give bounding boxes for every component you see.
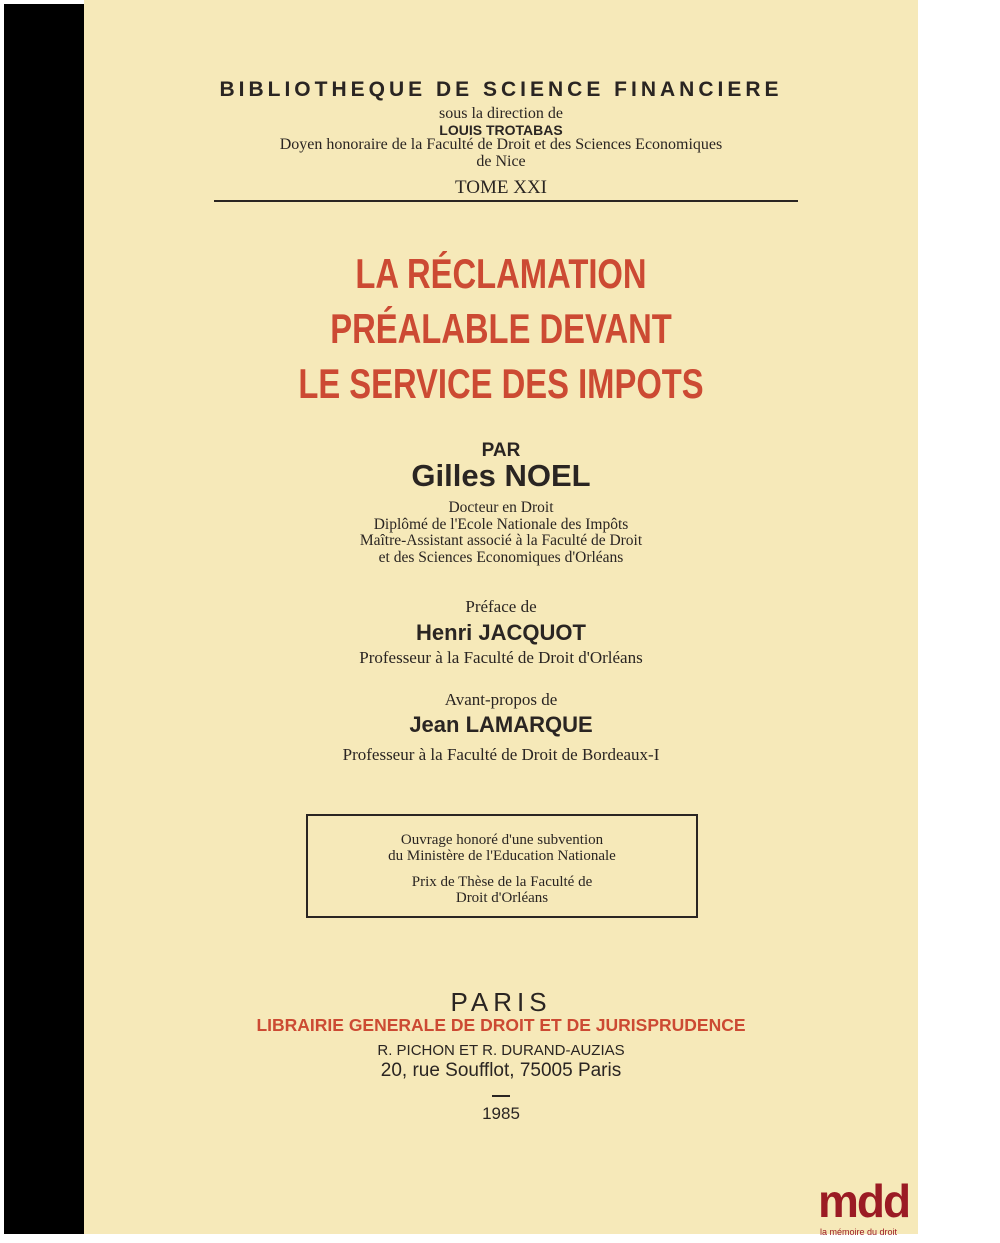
author-credentials xyxy=(84,500,918,566)
publication-city: PARIS xyxy=(450,987,552,1017)
mdd-logo xyxy=(818,1175,998,1241)
author-credential: Maître-Assistant associé à la Faculté de Droit xyxy=(359,532,643,549)
foreword-author: Jean LAMARQUE xyxy=(409,712,593,737)
by-label: PAR xyxy=(481,440,521,461)
year-divider xyxy=(492,1095,510,1097)
award-line: du Ministère de l'Education Nationale xyxy=(388,848,616,864)
award-line: Prix de Thèse de la Faculté de xyxy=(411,874,593,890)
award-line: Droit d'Orléans xyxy=(455,890,549,906)
header-divider xyxy=(214,200,798,202)
director-title-line1: Doyen honoraire de la Faculté de Droit et des Sciences Economiques xyxy=(279,136,723,153)
direction-label: sous la direction de xyxy=(439,105,563,122)
volume-number: TOME XXI xyxy=(454,177,547,198)
foreword-author-role: Professeur à la Faculté de Droit de Bordeaux-I xyxy=(342,745,660,764)
author-credential: Diplômé de l'Ecole Nationale des Impôts xyxy=(373,515,629,533)
publisher-name: LIBRAIRIE GENERALE DE DROIT ET DE JURISPRUDENCE xyxy=(256,1015,746,1035)
preface-label: Préface de xyxy=(465,597,537,616)
series-director: LOUIS TROTABAS xyxy=(439,122,563,138)
book-title xyxy=(176,246,827,411)
director-title-line2: de Nice xyxy=(476,153,526,170)
printers: R. PICHON ET R. DURAND-AUZIAS xyxy=(377,1042,625,1059)
award-box xyxy=(306,814,698,918)
publication-year: 1985 xyxy=(482,1104,520,1123)
preface-author-role: Professeur à la Faculté de Droit d'Orléans xyxy=(359,648,643,667)
director-title xyxy=(84,136,918,170)
publisher-address: 20, rue Soufflot, 75005 Paris xyxy=(380,1060,622,1081)
book-cover xyxy=(84,0,918,1234)
preface-author: Henri JACQUOT xyxy=(416,620,586,645)
foreword-label: Avant-propos de xyxy=(444,690,558,709)
book-title-line2: PRÉALABLE DEVANT xyxy=(330,305,672,352)
award-line: Ouvrage honoré d'une subvention xyxy=(400,832,604,848)
author-name: Gilles NOEL xyxy=(411,458,591,493)
book-title-line1: LA RÉCLAMATION xyxy=(355,250,647,297)
series-title: BIBLIOTHEQUE DE SCIENCE FINANCIERE xyxy=(219,78,783,101)
logo-tagline: la mémoire du droit xyxy=(820,1227,898,1237)
author-credential: Docteur en Droit xyxy=(448,499,554,516)
author-credential: et des Sciences Economiques d'Orléans xyxy=(378,548,624,566)
book-title-line3: LE SERVICE DES IMPOTS xyxy=(298,360,704,407)
logo-mark: mdd xyxy=(818,1175,910,1227)
